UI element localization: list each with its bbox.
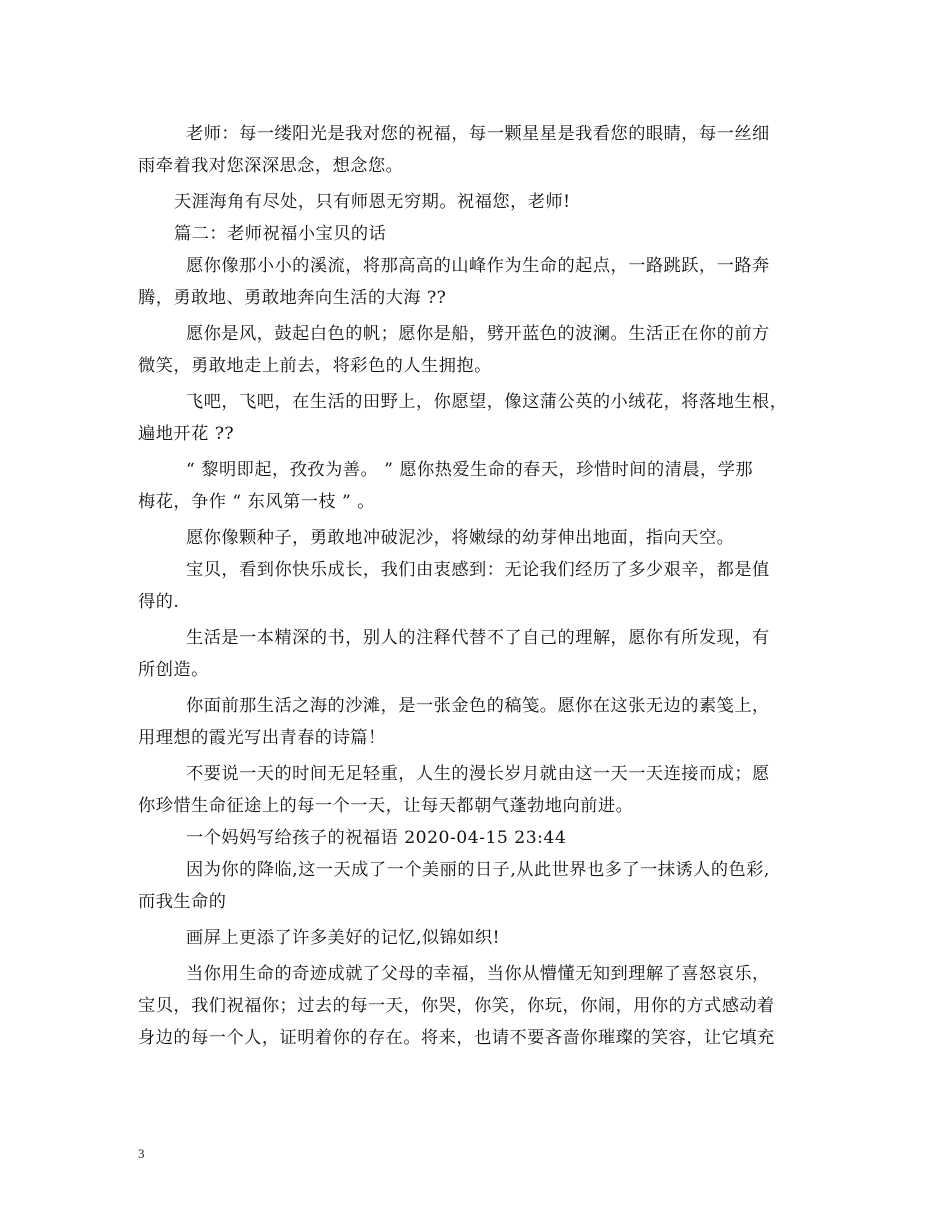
text-line: 愿你是风，鼓起白色的帆；愿你是船，劈开蓝色的波澜。生活正在你的前方 bbox=[186, 324, 770, 344]
text-line: 雨牵着我对您深深思念，想念您。 bbox=[138, 156, 404, 176]
text-line: 遍地开花 ?? bbox=[138, 424, 235, 444]
text-line: 宝贝，我们祝福你；过去的每一天，你哭，你笑，你玩，你闹，用你的方式感动着 bbox=[138, 996, 775, 1016]
text-line: 身边的每一个人，证明着你的存在。将来，也请不要吝啬你璀璨的笑容，让它填充 bbox=[138, 1028, 775, 1048]
text-line: 而我生命的 bbox=[138, 892, 227, 912]
text-line: 因为你的降临,这一天成了一个美丽的日子,从此世界也多了一抹诱人的色彩, bbox=[186, 860, 770, 880]
section-heading: 篇二：老师祝福小宝贝的话 bbox=[174, 224, 387, 244]
text-line: 飞吧，飞吧，在生活的田野上，你愿望，像这蒲公英的小绒花，将落地生根， bbox=[186, 392, 788, 412]
body-text bbox=[138, 118, 828, 1054]
text-line: 愿你像颗种子，勇敢地冲破泥沙，将嫩绿的幼芽伸出地面，指向天空。 bbox=[186, 528, 735, 548]
text-line: 当你用生命的奇迹成就了父母的幸福，当你从懵懂无知到理解了喜怒哀乐， bbox=[186, 964, 770, 984]
text-line: 老师：每一缕阳光是我对您的祝福，每一颗星星是我看您的眼睛，每一丝细 bbox=[186, 124, 770, 144]
text-line: 你珍惜生命征途上的每一个一天，让每天都朝气蓬勃地向前进。 bbox=[138, 796, 634, 816]
text-line: 愿你像那小小的溪流，将那高高的山峰作为生命的起点，一路跳跃，一路奔 bbox=[186, 256, 770, 276]
text-line: 所创造。 bbox=[138, 660, 209, 680]
text-line: 得的. bbox=[138, 592, 180, 612]
text-line: 不要说一天的时间无足轻重，人生的漫长岁月就由这一天一天连接而成；愿 bbox=[186, 764, 770, 784]
text-line: 生活是一本精深的书，别人的注释代替不了自己的理解，愿你有所发现，有 bbox=[186, 628, 770, 648]
text-line: 腾，勇敢地、勇敢地奔向生活的大海 ?? bbox=[138, 288, 447, 308]
text-line: 用理想的霞光写出青春的诗篇！ bbox=[138, 728, 386, 748]
section-heading: 一个妈妈写给孩子的祝福语 2020-04-15 23:44 bbox=[186, 828, 567, 848]
page-number: 3 bbox=[138, 1146, 145, 1161]
text-line: 你面前那生活之海的沙滩，是一张金色的稿笺。愿你在这张无边的素笺上， bbox=[186, 696, 770, 716]
text-line: 天涯海角有尽处，只有师恩无穷期。祝福您，老师! bbox=[174, 192, 571, 212]
text-line: 微笑，勇敢地走上前去，将彩色的人生拥抱。 bbox=[138, 356, 492, 376]
text-line: 宝贝，看到你快乐成长，我们由衷感到：无论我们经历了多少艰辛，都是值 bbox=[186, 560, 770, 580]
text-line: 梅花，争作 “ 东风第一枝 ” 。 bbox=[138, 492, 375, 512]
text-line: 画屏上更添了许多美好的记忆,似锦如织! bbox=[186, 928, 501, 948]
text-line: “ 黎明即起，孜孜为善。 ” 愿你热爱生命的春天，珍惜时间的清晨，学那 bbox=[186, 460, 754, 480]
